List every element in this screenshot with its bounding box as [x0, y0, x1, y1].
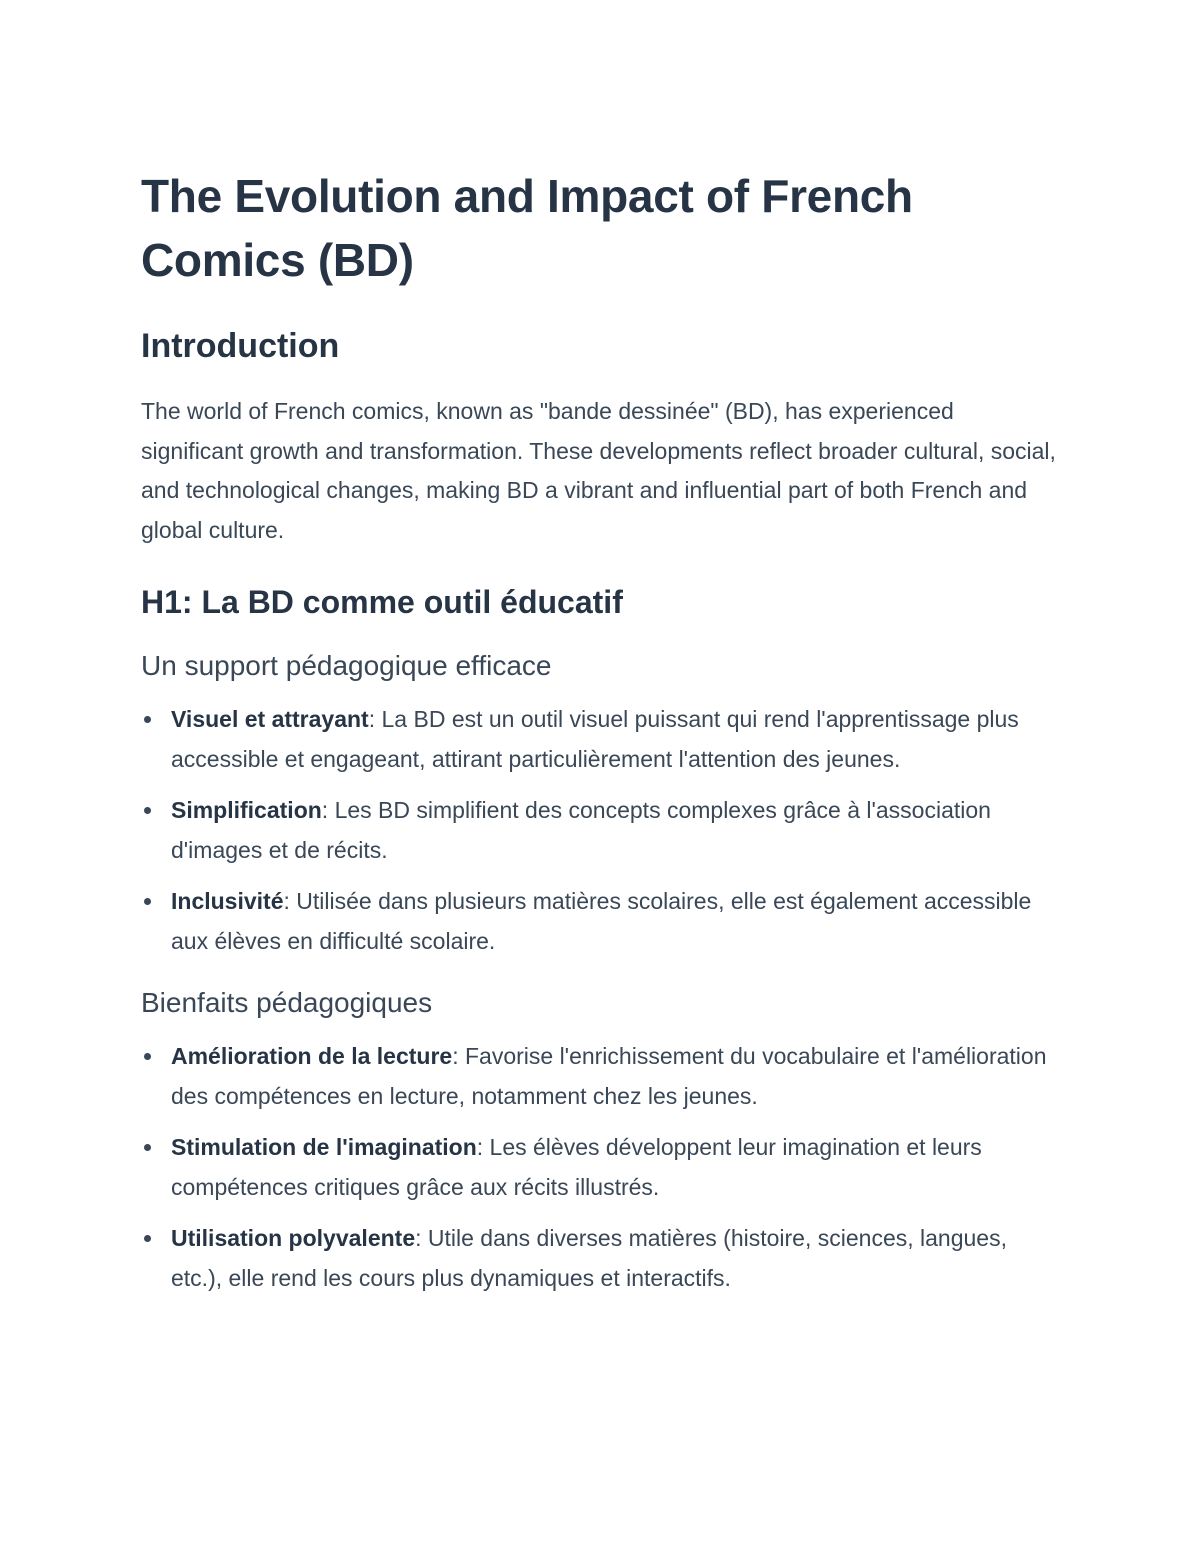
- list-item-term: Inclusivité: [171, 888, 284, 914]
- list-item-text: : Utile dans diverses matières (histoire, sciences, langues, etc.), elle rend les cours plus dynamiques et interactifs.: [171, 1225, 1007, 1291]
- list-item: [141, 700, 1061, 779]
- bullet-list-support: [141, 700, 1061, 961]
- section-heading-bd-educatif: H1: La BD comme outil éducatif: [141, 584, 623, 620]
- subsection-heading-support: Un support pédagogique efficace: [141, 650, 552, 681]
- bullet-icon: [144, 1053, 151, 1060]
- bullet-icon: [144, 1235, 151, 1242]
- list-item-text: : Favorise l'enrichissement du vocabulaire et l'amélioration des compétences en lecture, notamment chez les jeunes.: [171, 1043, 1047, 1109]
- list-item-term: Utilisation polyvalente: [171, 1225, 416, 1251]
- bullet-icon: [144, 807, 151, 814]
- bullet-icon: [144, 716, 151, 723]
- bullet-list-bienfaits: [141, 1037, 1061, 1298]
- introduction-heading: Introduction: [141, 327, 340, 365]
- introduction-paragraph: The world of French comics, known as "bande dessinée" (BD), has experienced significant growth and transformation. These developments reflect broader cultural, social, and technological changes, making BD a vibrant and influential part of both French and global culture.: [141, 398, 1056, 543]
- list-item-term: Amélioration de la lecture: [171, 1043, 453, 1069]
- list-item: [141, 1037, 1061, 1116]
- subsection-heading-bienfaits: Bienfaits pédagogiques: [141, 987, 433, 1018]
- list-item: [141, 1219, 1061, 1298]
- list-item: [141, 1128, 1061, 1207]
- list-item: [141, 882, 1061, 961]
- list-item-term: Simplification: [171, 797, 322, 823]
- list-item-term: Visuel et attrayant: [171, 706, 369, 732]
- bullet-icon: [144, 898, 151, 905]
- list-item-text: : La BD est un outil visuel puissant qui rend l'apprentissage plus accessible et engageant, attirant particulièrement l'attention des jeunes.: [171, 706, 1019, 772]
- list-item: [141, 791, 1061, 870]
- document-title: The Evolution and Impact of French Comics (BD): [141, 170, 913, 286]
- bullet-icon: [144, 1144, 151, 1151]
- list-item-text: : Les BD simplifient des concepts complexes grâce à l'association d'images et de récits.: [171, 797, 991, 863]
- document-page: [141, 164, 1061, 1310]
- list-item-text: : Utilisée dans plusieurs matières scolaires, elle est également accessible aux élèves en difficulté scolaire.: [171, 888, 1032, 954]
- list-item-text: : Les élèves développent leur imagination et leurs compétences critiques grâce aux récits illustrés.: [171, 1134, 982, 1200]
- list-item-term: Stimulation de l'imagination: [171, 1134, 477, 1160]
